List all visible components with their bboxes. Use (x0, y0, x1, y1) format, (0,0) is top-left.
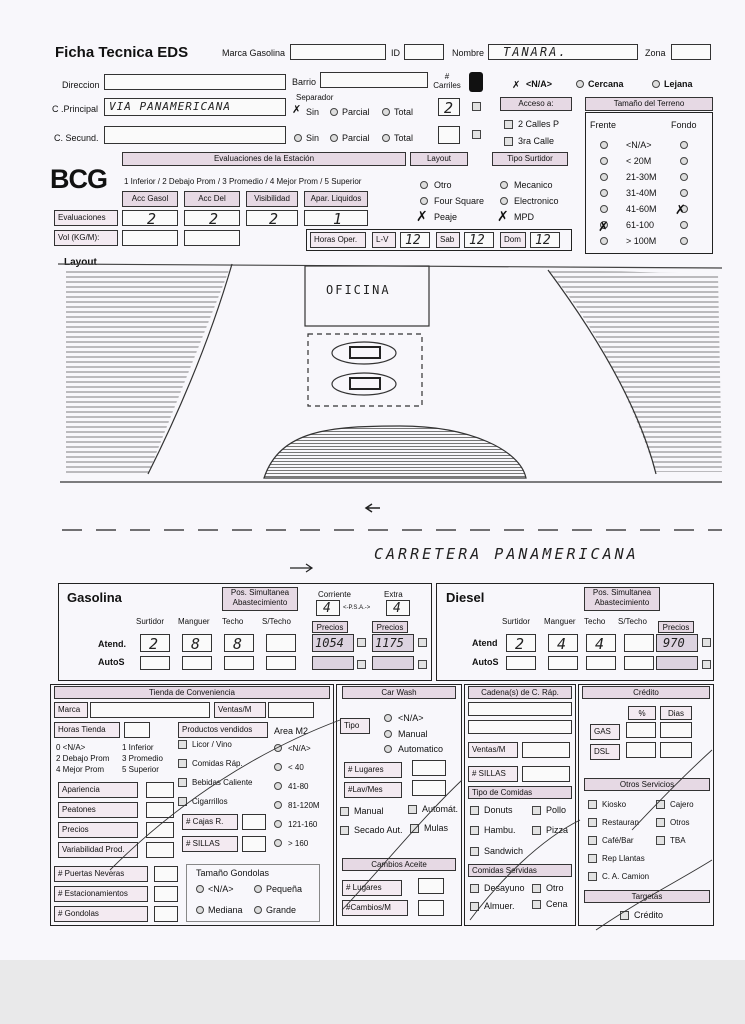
gond-na-label: <N/A> (208, 884, 234, 894)
producto-label: Licor / Vino (192, 740, 232, 749)
gas-precio-corr-value: 1054 (315, 636, 344, 650)
gondolas-label: # Gondolas (54, 906, 148, 922)
vol-label: Vol (KG/M): (54, 230, 118, 246)
layout-peaje-label: Peaje (434, 212, 458, 222)
terreno-option-label: 21-30M (626, 172, 657, 182)
gas-atend-label: Atend. (98, 639, 126, 649)
barrio-field[interactable] (320, 72, 428, 88)
credito-header: Crédito (582, 686, 710, 699)
sab-label: Sab (436, 232, 460, 248)
tienda-eval-label: Variabilidad Prod. (58, 842, 138, 858)
gas-precio-extra-value: 1175 (375, 636, 404, 650)
ca-cambios-label: #Cambios/M (342, 900, 408, 916)
sep-sin-label: Sin (306, 107, 320, 117)
gas-autos-field[interactable] (266, 656, 296, 670)
gas-col-header: S/Techo (262, 617, 291, 626)
servidas-header: Comidas Servidas (468, 864, 572, 877)
nombre-label: Nombre (452, 48, 485, 58)
estac-label: # Estacionamientos (54, 886, 148, 902)
sketch-label: Layout (64, 257, 97, 268)
tienda-scale-item: 3 Promedio (122, 754, 163, 763)
id-label: ID (391, 48, 400, 58)
gas-autos-extra-check[interactable] (418, 660, 427, 669)
evaluaciones-scale: 1 Inferior / 2 Debajo Prom / 3 Promedio / 4 Mejor Prom / 5 Superior (124, 177, 362, 186)
x-mark-icon: ✗ (512, 80, 521, 91)
gas-col-header: Surtidor (136, 617, 165, 626)
evaluaciones-row-label: Evaluaciones (54, 210, 118, 226)
gasolina-title: Gasolina (67, 590, 122, 605)
dsl-precio-field[interactable] (656, 634, 698, 652)
tienda-scale-item: 5 Superior (122, 765, 159, 774)
dsl-atend-value: 4 (595, 635, 605, 653)
gas-precio-corr-field[interactable] (312, 634, 354, 652)
credito-dias-label: Dias (660, 706, 692, 720)
gas-autos-field[interactable] (224, 656, 254, 670)
area-label: 81-120M (288, 801, 320, 810)
tienda-eval-label: Precios (58, 822, 138, 838)
terreno-option-label: 61-100 (626, 220, 655, 230)
serv-otro-label: Otro (546, 883, 564, 893)
vol-field-2[interactable] (184, 230, 240, 246)
marca-field[interactable] (290, 44, 386, 60)
gas-atend-field[interactable] (224, 634, 254, 652)
corriente-psa-value: 4 (323, 601, 331, 616)
gond-pequena-label: Pequeña (266, 884, 303, 894)
dsl-col-header: Manguer (544, 617, 576, 626)
sep-parcial-radio[interactable] (330, 108, 338, 116)
layout-header: Layout (410, 152, 468, 166)
comida-donuts-label: Donuts (484, 805, 513, 815)
gas-autos-precio-extra[interactable] (372, 656, 414, 670)
terreno-fondo-radio[interactable] (680, 173, 688, 181)
horas-label: Horas Oper. (310, 232, 366, 248)
credito-check-label: Crédito (634, 910, 664, 920)
extra-psa-value: 4 (393, 601, 401, 616)
nombre-field[interactable] (488, 44, 638, 60)
otros-servicio-label: Restauran (602, 818, 639, 827)
lv-label: L-V (372, 232, 396, 248)
terreno-fondo-radio[interactable] (680, 237, 688, 245)
location-na-label: <N/A> (526, 79, 553, 89)
cw-lugares-label: # Lugares (344, 762, 402, 778)
terreno-option-label: 31-40M (626, 188, 657, 198)
gas-atend-field[interactable] (140, 634, 170, 652)
tienda-marca-label: Marca (54, 702, 88, 718)
tienda-scale-item: 2 Debajo Prom (56, 754, 110, 763)
dsl-precio-check[interactable] (702, 638, 711, 647)
ca-lugares-label: # Lugares (342, 880, 402, 896)
carwash-tipo-label: Tipo (340, 718, 370, 734)
area-label: 121-160 (288, 820, 318, 829)
area-label: < 40 (288, 763, 304, 772)
cajas-label: # Cajas R. (182, 814, 238, 830)
comida-hambu-label: Hambu. (484, 825, 516, 835)
producto-label: Cigarrillos (192, 797, 228, 806)
evaluacion-field[interactable] (246, 210, 298, 226)
serv-cena-label: Cena (546, 899, 568, 909)
terreno-fondo-radio[interactable] (680, 141, 688, 149)
x-mark-icon: ✗ (292, 104, 302, 116)
tienda-header: Tienda de Conveniencia (54, 686, 330, 699)
tipo-mpd-label: MPD (514, 212, 534, 222)
dsl-autos-field[interactable] (624, 656, 654, 670)
evaluacion-col-header: Apar. Liquidos (304, 191, 368, 207)
comida-pizza-label: Pizza (546, 825, 569, 835)
cw-secado-label: Secado Aut. (354, 825, 403, 835)
form-title: Ficha Tecnica EDS (55, 44, 189, 61)
gas-precio-extra-check[interactable] (418, 638, 427, 647)
layout-foursquare-radio[interactable] (420, 197, 428, 205)
gas-col-header: Techo (222, 617, 244, 626)
direccion-field[interactable] (104, 74, 286, 90)
gas-autos-field[interactable] (182, 656, 212, 670)
horas-tienda-label: Horas Tienda (54, 722, 120, 738)
vol-field-1[interactable] (122, 230, 178, 246)
dsl-precios-header: Precios (658, 621, 694, 633)
evaluacion-value: 2 (147, 210, 157, 228)
carwash-header: Car Wash (342, 686, 456, 699)
cercana-radio[interactable] (576, 80, 584, 88)
bcg-logo-text: BCG (50, 164, 107, 194)
sep-total-label: Total (394, 107, 414, 117)
sep-parcial-label: Parcial (342, 107, 370, 117)
x-mark-icon: ✗ (416, 208, 428, 224)
diesel-pos-sim: Pos. Simultanea Abastecimiento (584, 587, 660, 611)
terreno-frente-radio[interactable] (600, 157, 608, 165)
terreno-fondo-radio[interactable] (680, 221, 688, 229)
dsl-col-header: Techo (584, 617, 606, 626)
acceso-2calles-check[interactable] (504, 120, 513, 129)
diesel-title: Diesel (446, 590, 485, 605)
tienda-scale-item: 0 <N/A> (56, 743, 86, 752)
carwash-manual-label: Manual (398, 729, 428, 739)
psa-label: <-P.S.A.-> (343, 605, 371, 611)
carriles-secund-check[interactable] (472, 130, 481, 139)
credito-gas-label: GAS (590, 724, 620, 740)
evaluacion-col-header: Acc Del (184, 191, 240, 207)
dom-value: 12 (535, 233, 551, 248)
cadena-ventas-label: Ventas/M (468, 742, 518, 758)
terreno-header: Tamaño del Terreno (585, 97, 713, 111)
dsl-autos-label: AutoS (472, 657, 499, 667)
productos-label: Productos vendidos (178, 722, 268, 738)
gas-precios-extra-header: Precios (372, 621, 408, 633)
dsl-autos-field[interactable] (548, 656, 578, 670)
dsl-atend-field[interactable] (548, 634, 578, 652)
otros-servicio-label: C. A. Camion (602, 872, 650, 881)
serv-desayuno-label: Desayuno (484, 883, 525, 893)
gas-autos-field[interactable] (140, 656, 170, 670)
fondo-label: Fondo (671, 120, 697, 130)
acceso-3ra-check[interactable] (504, 137, 513, 146)
road-label: CARRETERA PANAMERICANA (374, 545, 639, 563)
tienda-ventas-label: Ventas/M (214, 702, 266, 718)
bcg-logo (48, 160, 114, 204)
x-mark-icon: ✗ (675, 202, 686, 217)
direccion-label: Direccion (62, 80, 100, 90)
c-principal-field[interactable] (104, 98, 286, 116)
sec-sin-radio[interactable] (294, 134, 302, 142)
dsl-col-header: Surtidor (502, 617, 531, 626)
area-label: <N/A> (288, 744, 311, 753)
zona-field[interactable] (671, 44, 711, 60)
gas-atend-value: 8 (233, 635, 243, 653)
evaluacion-field[interactable] (122, 210, 178, 226)
dsl-atend-label: Atend (472, 638, 498, 648)
tipo-mecanico-radio[interactable] (500, 181, 508, 189)
gond-mediana-label: Mediana (208, 905, 243, 915)
evaluaciones-header: Evaluaciones de la Estación (122, 152, 406, 166)
carriles-check[interactable] (472, 102, 481, 111)
gas-atend-value: 8 (191, 635, 201, 653)
barrio-label: Barrio (292, 77, 317, 87)
serv-almuer-label: Almuer. (484, 901, 515, 911)
otros-servicio-label: Otros (670, 818, 690, 827)
cadena-sillas-label: # SILLAS (468, 766, 518, 782)
producto-label: Comidas Ráp. (192, 759, 243, 768)
otros-servicio-label: TBA (670, 836, 686, 845)
tipo-electronico-label: Electronico (514, 196, 559, 206)
cw-automat-label: Automát. (422, 804, 459, 814)
comida-sandwich-label: Sandwich (484, 846, 524, 856)
cadena-header: Cadena(s) de C. Ráp. (468, 686, 572, 699)
terreno-option-label: < 20M (626, 156, 652, 166)
terreno-option-label: <N/A> (626, 140, 652, 150)
cercana-label: Cercana (588, 79, 624, 89)
tienda-eval-label: Apariencia (58, 782, 138, 798)
otros-servicio-label: Cajero (670, 800, 694, 809)
nombre-value: TANARA. (503, 45, 568, 59)
dsl-autos-precio[interactable] (656, 656, 698, 670)
carwash-auto-label: Automatico (398, 744, 444, 754)
sec-parcial-label: Parcial (342, 133, 370, 143)
traffic-light-icon (469, 72, 483, 92)
pen-strokes (0, 680, 745, 940)
producto-label: Bebidas Caliente (192, 778, 253, 787)
evaluacion-value: 2 (269, 210, 279, 228)
tienda-scale-item: 4 Mejor Prom (56, 765, 105, 774)
acceso-2calles-label: 2 Calles P (518, 119, 560, 129)
sec-parcial-radio[interactable] (330, 134, 338, 142)
zona-label: Zona (645, 48, 666, 58)
tienda-scale-item: 1 Inferior (122, 743, 154, 752)
terreno-frente-radio[interactable] (600, 141, 608, 149)
c-principal-label: C .Principal (52, 104, 99, 114)
gas-precio-extra-field[interactable] (372, 634, 414, 652)
dsl-atend-field[interactable] (506, 634, 536, 652)
gond-grande-label: Grande (266, 905, 297, 915)
credito-dsl-label: DSL (590, 744, 620, 760)
extra-label: Extra (384, 590, 403, 599)
acceso-3ra-label: 3ra Calle (518, 136, 555, 146)
otros-servicio-label: Kiosko (602, 800, 627, 809)
lejana-radio[interactable] (652, 80, 660, 88)
dsl-atend-field[interactable] (586, 634, 616, 652)
layout-foursquare-label: Four Square (434, 196, 485, 206)
corriente-label: Corriente (318, 590, 351, 599)
id-field[interactable] (404, 44, 444, 60)
tipo-electronico-radio[interactable] (500, 197, 508, 205)
cw-mulas-label: Mulas (424, 823, 449, 833)
evaluacion-field[interactable] (304, 210, 368, 226)
gas-autos-label: AutoS (98, 657, 125, 667)
layout-sketch (0, 250, 745, 580)
terreno-option-label: > 100M (626, 236, 657, 246)
dsl-autos-field[interactable] (506, 656, 536, 670)
lejana-label: Lejana (664, 79, 693, 89)
lv-field[interactable] (400, 232, 430, 248)
tienda-eval-label: Peatones (58, 802, 138, 818)
layout-otro-label: Otro (434, 180, 452, 190)
cw-lav-label: #Lav/Mes (344, 782, 402, 798)
evaluacion-value: 2 (209, 210, 219, 228)
terreno-fondo-radio[interactable] (680, 189, 688, 197)
gas-col-header: Manguer (178, 617, 210, 626)
c-secund-field[interactable] (104, 126, 286, 144)
gas-atend-field[interactable] (266, 634, 296, 652)
gas-autos-precio-corr[interactable] (312, 656, 354, 670)
sab-field[interactable] (464, 232, 494, 248)
gas-autos-corr-check[interactable] (357, 660, 366, 669)
sec-total-label: Total (394, 133, 414, 143)
lv-value: 12 (405, 233, 421, 248)
area-label: Area M2 (274, 726, 309, 736)
comida-pollo-label: Pollo (546, 805, 567, 815)
corriente-psa-field[interactable] (316, 600, 340, 616)
sec-total-radio[interactable] (382, 134, 390, 142)
x-mark-icon: ✗ (598, 219, 609, 234)
carriles-secund-field[interactable] (438, 126, 460, 144)
otros-servicios-header: Otros Servicios (584, 778, 710, 791)
cw-manual-label: Manual (354, 806, 384, 816)
marca-label: Marca Gasolina (222, 48, 286, 58)
gasolina-pos-sim: Pos. Simultanea Abastecimiento (222, 587, 298, 611)
evaluacion-field[interactable] (184, 210, 240, 226)
carriles-field[interactable] (438, 98, 460, 116)
dsl-autos-field[interactable] (586, 656, 616, 670)
x-mark-icon: ✗ (497, 208, 509, 224)
carriles-label: # Carriles (433, 72, 461, 90)
layout-otro-radio[interactable] (420, 181, 428, 189)
oficina-label: OFICINA (326, 283, 391, 297)
dsl-atend-field[interactable] (624, 634, 654, 652)
terreno-fondo-radio[interactable] (680, 157, 688, 165)
sec-sin-label: Sin (306, 133, 320, 143)
evaluacion-col-header: Visibilidad (246, 191, 298, 207)
dom-field[interactable] (530, 232, 560, 248)
carriles-value: 2 (444, 99, 454, 117)
terreno-frente-radio[interactable] (600, 173, 608, 181)
tienda-sillas-label: # SILLAS (182, 836, 238, 852)
carwash-na-label: <N/A> (398, 713, 424, 723)
c-secund-label: C. Secund. (54, 133, 99, 143)
extra-psa-field[interactable] (386, 600, 410, 616)
targetas-header: Targetas (584, 890, 710, 903)
evaluacion-value: 1 (333, 210, 343, 228)
dom-label: Dom (500, 232, 526, 248)
otros-servicio-label: Rep Llantas (602, 854, 645, 863)
tipo-comidas-header: Tipo de Comidas (468, 786, 572, 799)
terreno-frente-radio[interactable] (600, 205, 608, 213)
gas-atend-value: 2 (149, 635, 159, 653)
sab-value: 12 (469, 233, 485, 248)
gas-atend-field[interactable] (182, 634, 212, 652)
separador-label: Separador (296, 93, 334, 102)
acceso-header: Acceso a: (500, 97, 572, 111)
dsl-atend-value: 4 (557, 635, 567, 653)
terreno-option-label: 41-60M (626, 204, 657, 214)
gas-precios-corr-header: Precios (312, 621, 348, 633)
evaluacion-col-header: Acc Gasol (122, 191, 178, 207)
dsl-atend-value: 2 (515, 635, 525, 653)
cambios-header: Cambios Aceite (342, 858, 456, 871)
tam-gond-label: Tamaño Gondolas (196, 868, 270, 878)
gas-precio-corr-check[interactable] (357, 638, 366, 647)
area-label: 41-80 (288, 782, 309, 791)
dsl-autos-check[interactable] (702, 660, 711, 669)
terreno-frente-radio[interactable] (600, 189, 608, 197)
sep-total-radio[interactable] (382, 108, 390, 116)
otros-servicio-label: Café/Bar (602, 836, 634, 845)
dsl-col-header: S/Techo (618, 617, 647, 626)
c-principal-value: VIA PANAMERICANA (109, 100, 231, 113)
puertas-label: # Puertas Neveras (54, 866, 148, 882)
area-label: > 160 (288, 839, 309, 848)
frente-label: Frente (590, 120, 617, 130)
tipo-mecanico-label: Mecanico (514, 180, 553, 190)
dsl-precio-value: 970 (663, 636, 685, 650)
terreno-frente-radio[interactable] (600, 237, 608, 245)
tipo-surtidor-header: Tipo Surtidor (492, 152, 568, 166)
credito-pct-label: % (628, 706, 656, 720)
